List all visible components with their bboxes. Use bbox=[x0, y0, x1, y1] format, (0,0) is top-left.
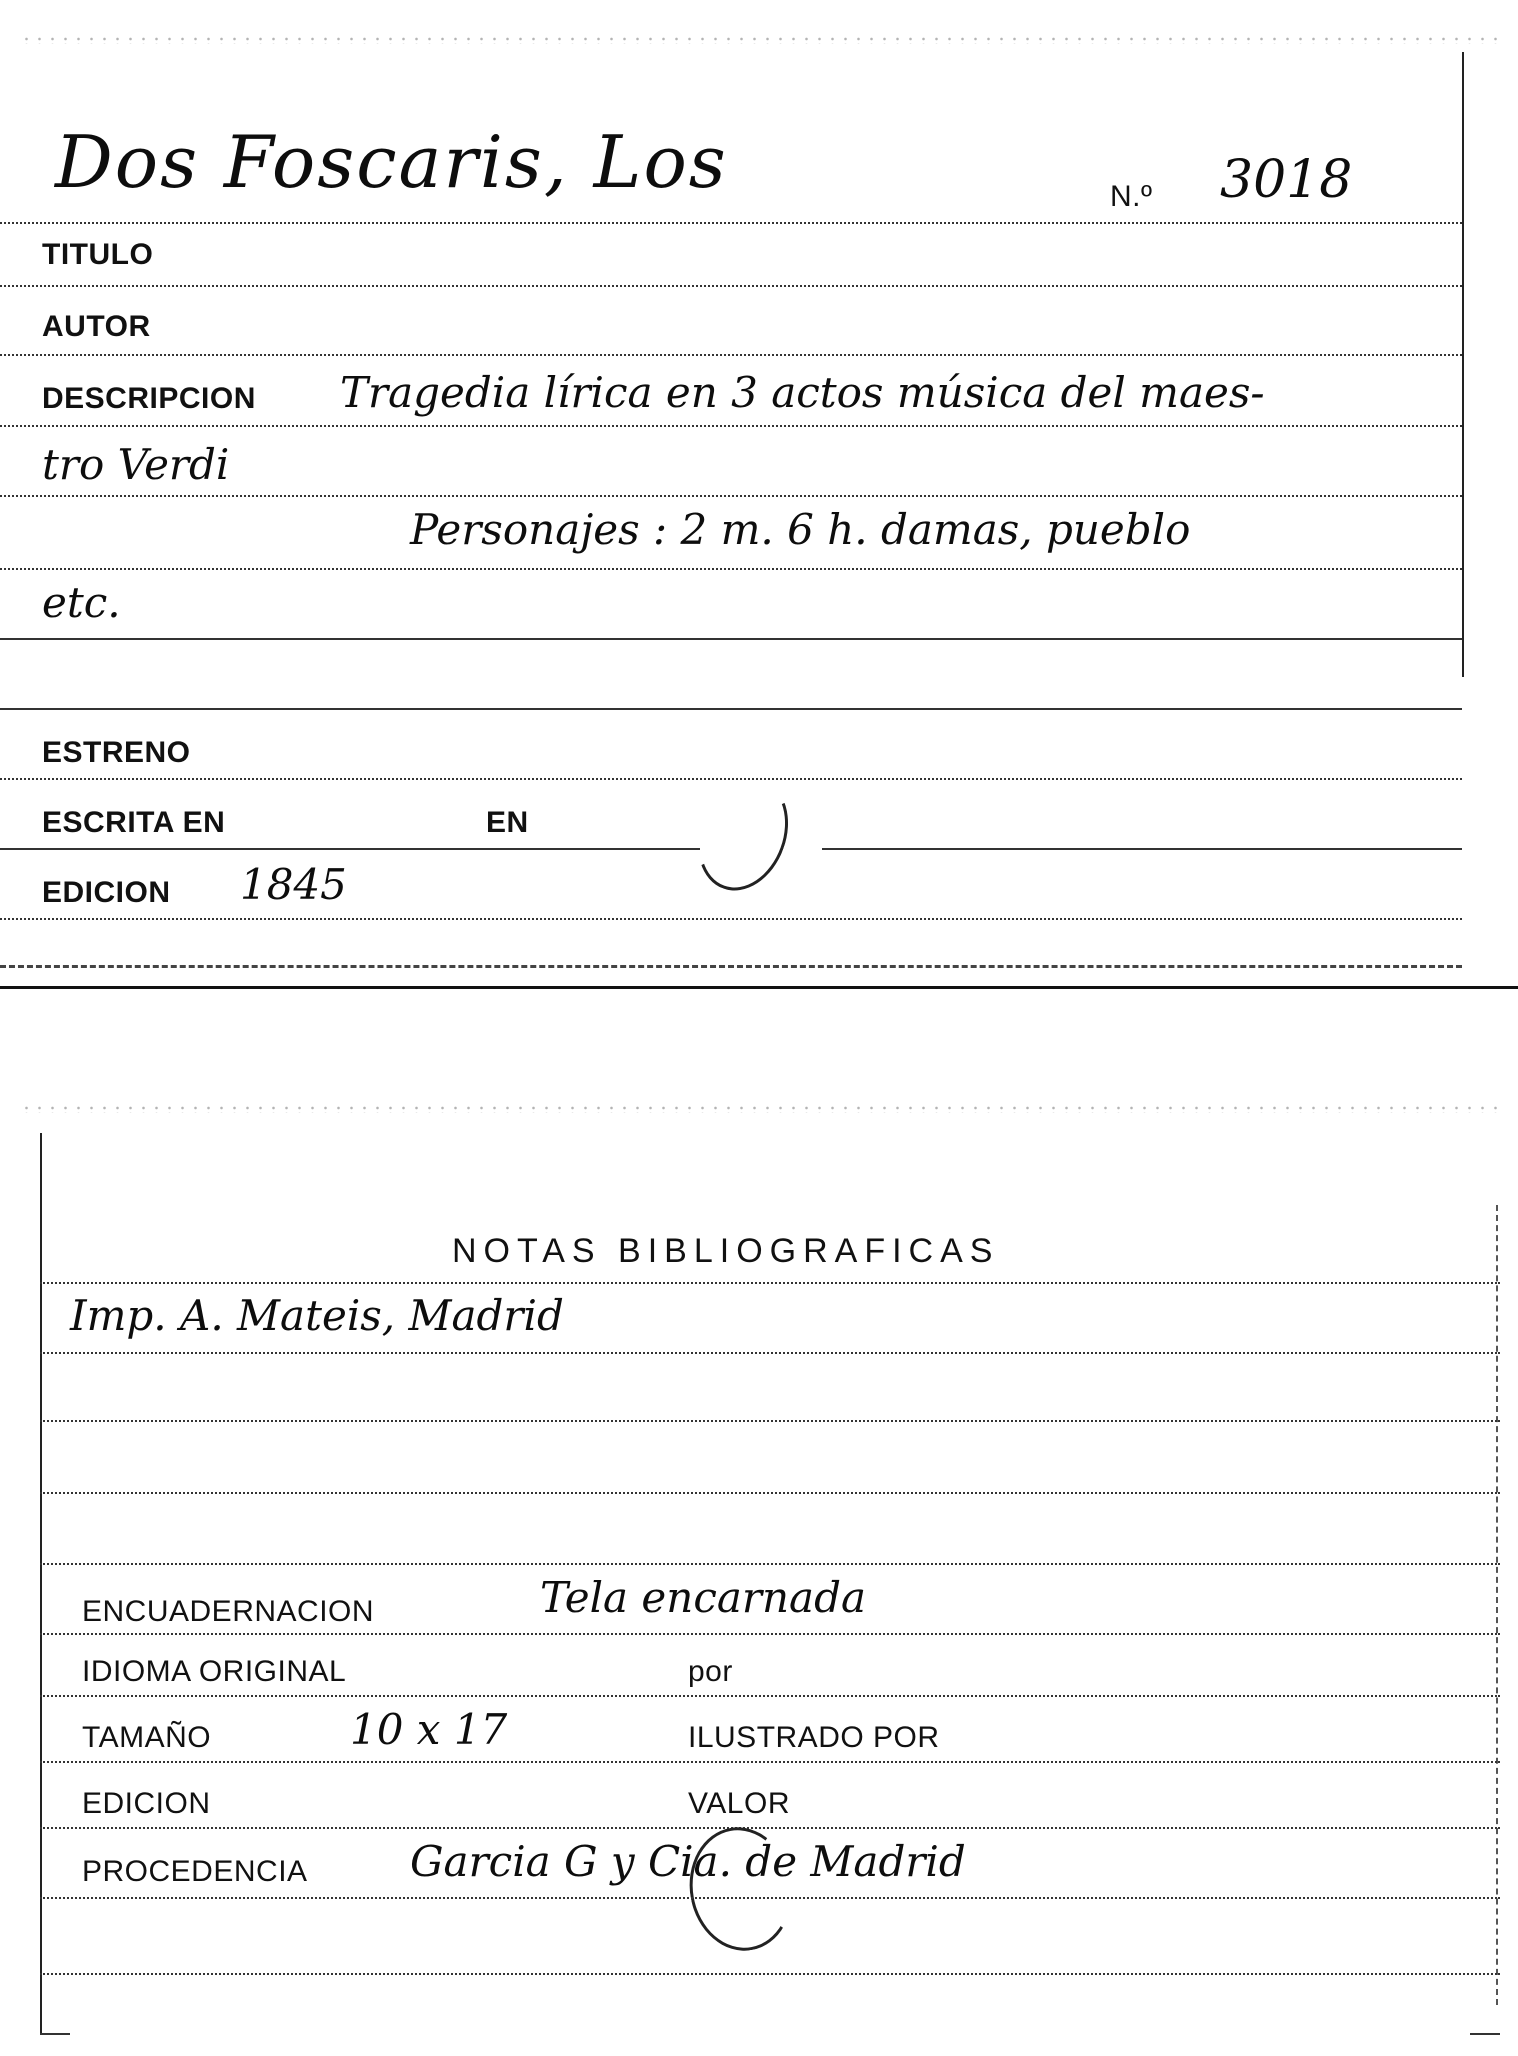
rule-line bbox=[0, 848, 700, 850]
rule-line bbox=[0, 425, 1462, 427]
card-right-border bbox=[1496, 1205, 1498, 2005]
label-edicion-back: EDICION bbox=[82, 1787, 211, 1820]
card-right-border bbox=[1462, 52, 1464, 677]
label-idioma-original: IDIOMA ORIGINAL bbox=[82, 1655, 347, 1688]
label-encuadernacion: ENCUADERNACION bbox=[82, 1595, 375, 1628]
catalog-card-back bbox=[0, 1085, 1518, 2045]
rule-line bbox=[0, 965, 1462, 968]
label-titulo: TITULO bbox=[42, 238, 154, 271]
rule-line bbox=[40, 1420, 1500, 1422]
label-valor: VALOR bbox=[688, 1787, 790, 1820]
label-estreno: ESTRENO bbox=[42, 736, 191, 769]
rule-line bbox=[0, 285, 1462, 287]
rule-line bbox=[0, 568, 1462, 570]
encuadernacion-handwritten: Tela encarnada bbox=[540, 1573, 866, 1622]
card-separator bbox=[0, 986, 1518, 989]
rule-line bbox=[40, 1695, 1500, 1697]
rule-line bbox=[822, 848, 1462, 850]
card-corner bbox=[1470, 2033, 1500, 2035]
catalog-card-front bbox=[0, 0, 1518, 985]
rule-line bbox=[0, 638, 1462, 640]
notas-heading: NOTAS BIBLIOGRAFICAS bbox=[452, 1232, 1000, 1270]
catalog-number-handwritten: 3018 bbox=[1220, 150, 1353, 210]
rule-line bbox=[40, 1563, 1500, 1565]
rule-line bbox=[0, 222, 1462, 224]
procedencia-handwritten: Garcia G y Cia. de Madrid bbox=[410, 1837, 966, 1886]
label-en: EN bbox=[486, 806, 529, 839]
title-handwritten: Dos Foscaris, Los bbox=[55, 120, 728, 204]
rule-line bbox=[40, 1897, 1500, 1899]
rule-line bbox=[0, 354, 1462, 356]
rule-line bbox=[0, 708, 1462, 710]
rule-line bbox=[40, 1761, 1500, 1763]
rule-line bbox=[40, 1827, 1500, 1829]
descripcion-line-2: tro Verdi bbox=[42, 440, 230, 489]
label-autor: AUTOR bbox=[42, 310, 151, 343]
tamano-handwritten: 10 x 17 bbox=[350, 1705, 508, 1754]
descripcion-line-4: etc. bbox=[42, 578, 121, 627]
rule-line bbox=[40, 1492, 1500, 1494]
label-descripcion: DESCRIPCION bbox=[42, 382, 256, 415]
rule-line bbox=[40, 1633, 1500, 1635]
rule-line bbox=[0, 778, 1462, 780]
ink-blot bbox=[683, 765, 803, 903]
number-label: N.º bbox=[1110, 180, 1153, 213]
rule-line bbox=[40, 1282, 1500, 1284]
notas-handwritten: Imp. A. Mateis, Madrid bbox=[70, 1291, 564, 1340]
label-edicion: EDICION bbox=[42, 876, 171, 909]
label-procedencia: PROCEDENCIA bbox=[82, 1855, 308, 1888]
card-corner bbox=[40, 2033, 70, 2035]
rule-line bbox=[0, 918, 1462, 920]
rule-line bbox=[40, 1352, 1500, 1354]
card-top-edge bbox=[20, 1105, 1498, 1113]
label-ilustrado-por: ILUSTRADO POR bbox=[688, 1721, 940, 1754]
rule-line bbox=[0, 495, 1462, 497]
edicion-year-handwritten: 1845 bbox=[240, 860, 347, 909]
card-top-edge bbox=[20, 36, 1498, 44]
descripcion-line-1: Tragedia lírica en 3 actos música del maes- bbox=[340, 368, 1265, 417]
descripcion-line-3: Personajes : 2 m. 6 h. damas, pueblo bbox=[410, 505, 1191, 554]
label-por: por bbox=[688, 1655, 733, 1688]
rule-line bbox=[40, 1973, 1500, 1975]
label-escrita-en: ESCRITA EN bbox=[42, 806, 226, 839]
label-tamano: TAMAÑO bbox=[82, 1721, 212, 1754]
